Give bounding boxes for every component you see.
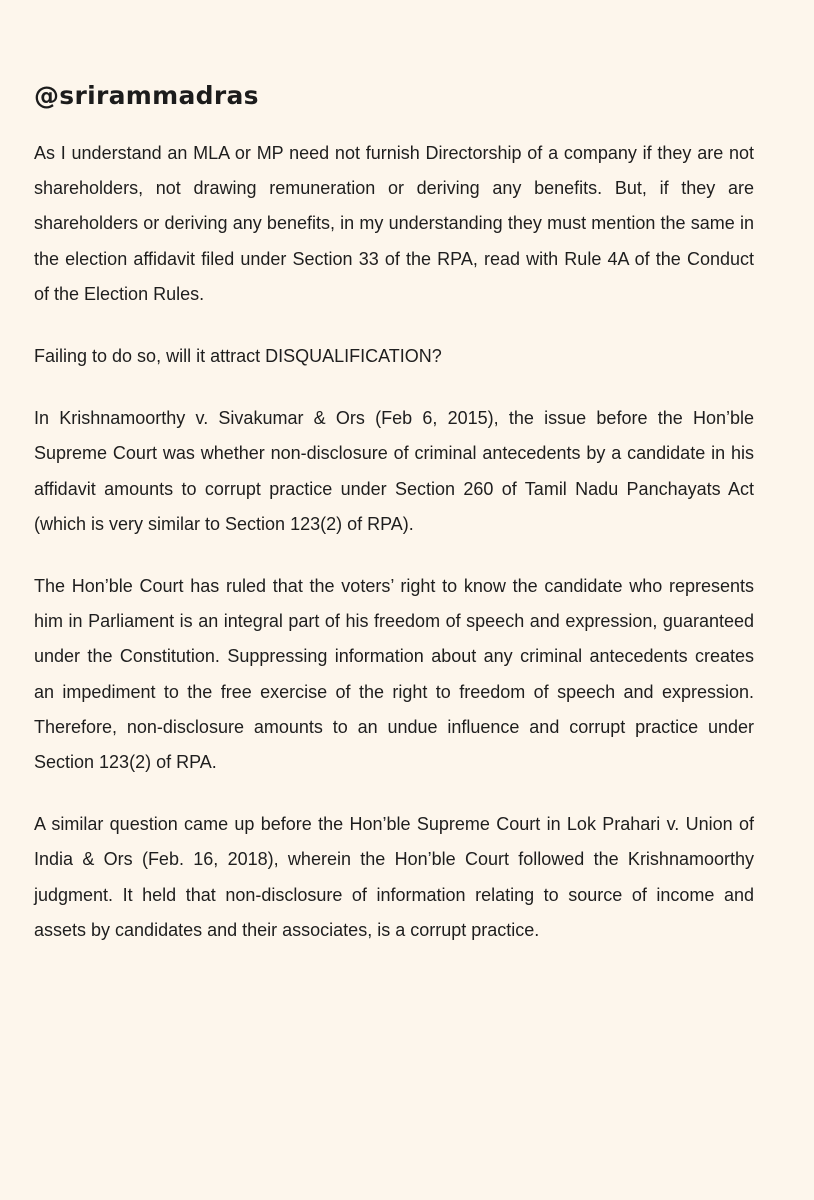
paragraph-directorship: As I understand an MLA or MP need not furnish Directorship of a company if they are not shareholders, not drawing remuneration or deriving any benefits. But, if they are shareholders or deriving any benefits, in my understanding they must mention the same in the election affidavit filed under Section 33 of the RPA, read with Rule 4A of the Conduct of the Election Rules. [34,143,754,304]
author-handle: @srirammadras [34,81,259,110]
paragraph-krishnamoorthy: In Krishnamoorthy v. Sivakumar & Ors (Feb 6, 2015), the issue before the Hon’ble Supreme Court was whether non-disclosure of criminal antecedents by a candidate in his affidavit amounts to corrupt practice under Section 260 of Tamil Nadu Panchayats Act (which is very similar to Section 123(2) of RPA). [34,408,754,534]
paragraph-court-ruling: The Hon’ble Court has ruled that the voters’ right to know the candidate who represents him in Parliament is an integral part of his freedom of speech and expression, guaranteed under the Constitution. Suppressing information about any criminal antecedents creates an impediment to the free exercise of the right to freedom of speech and expression. Therefore, non-disclosure amounts to an undue influence and corrupt practice under Section 123(2) of RPA. [34,576,754,773]
paragraph-lok-prahari: A similar question came up before the Hon’ble Supreme Court in Lok Prahari v. Union of India & Ors (Feb. 16, 2018), wherein the Hon’ble Court followed the Krishnamoorthy judgment. It held that non-disclosure of information relating to source of income and assets by candidates and their associates, is a corrupt practice. [34,814,754,940]
paragraph-question: Failing to do so, will it attract DISQUALIFICATION? [34,346,442,367]
document-body [34,78,754,975]
